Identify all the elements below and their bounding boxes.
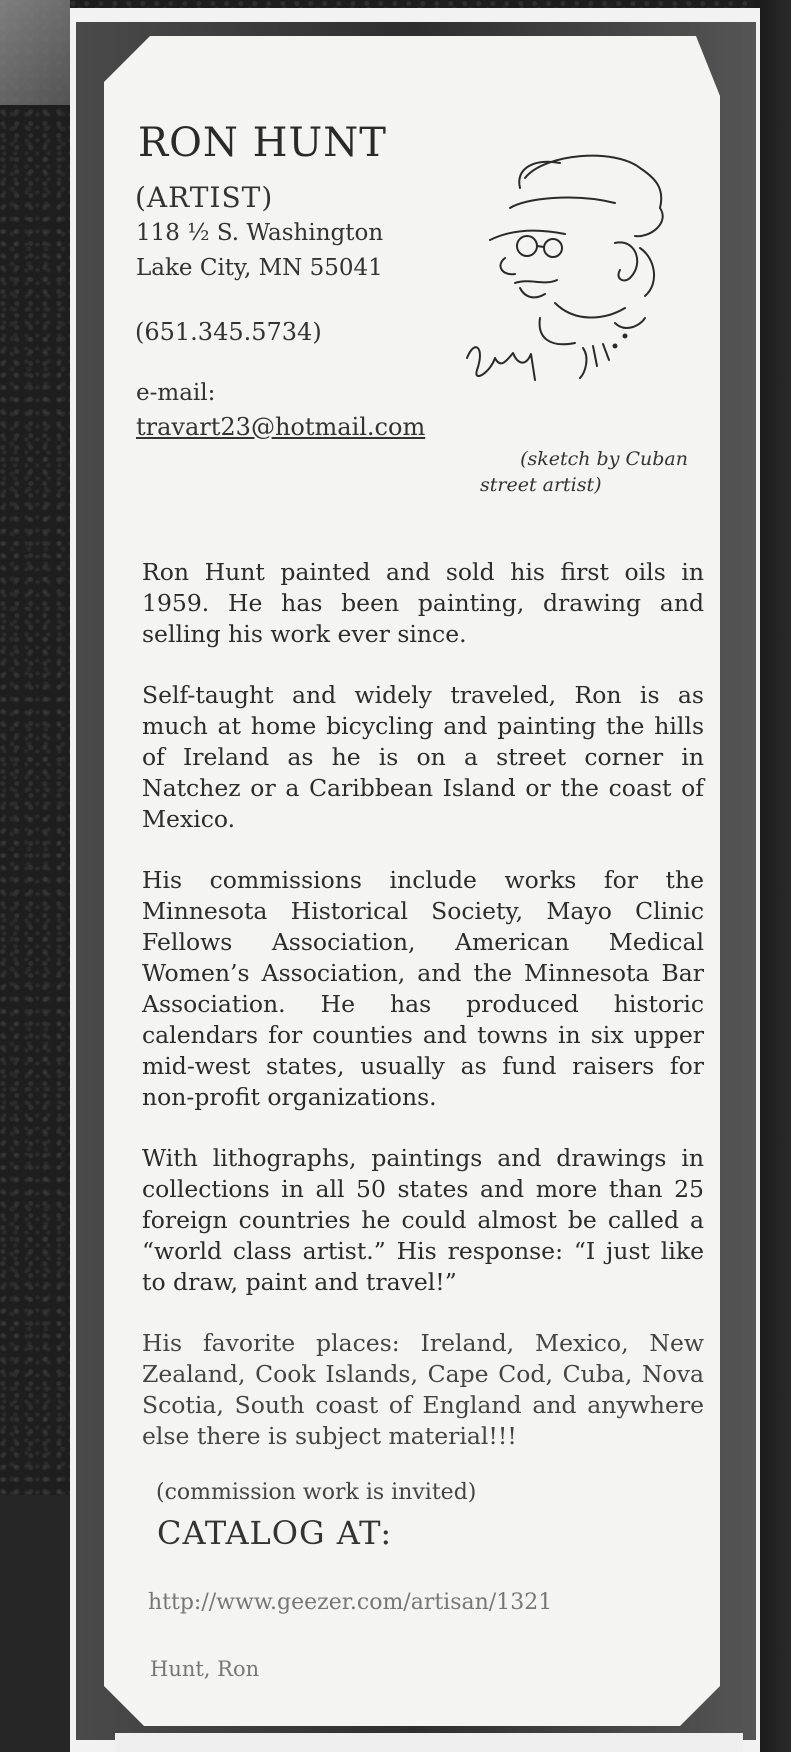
sketch-caption [480,446,710,498]
portrait-sketch-icon [465,148,715,408]
address-line-1: 118 ½ S. Washington [136,220,384,246]
bio-paragraph: With lithographs, paintings and drawings in collections in all 50 states and more than 25 foreign countries he could almost be called a “world class artist.” His response: “I just like to draw, paint and travel!” [142,1144,704,1296]
bio-paragraph: His commissions include works for the Minnesota Historical Society, Mayo Clinic Fellows Association, American Medical Women’s Association, and the Minnesota Bar Association. He has produced historic calendars for counties and towns in six upper mid-west states, usually as fund raisers for non-profit organizations. [142,866,704,1111]
sketch-caption-line-2: street artist) [480,474,602,496]
biography [142,557,704,1482]
name-tag: Hunt, Ron [150,1657,260,1681]
sketch-caption-line-1: (sketch by Cuban [520,448,688,470]
artist-name: RON HUNT [138,120,387,166]
card-bottom-strip [115,1733,743,1752]
bio-paragraph: Ron Hunt painted and sold his first oils in 1959. He has been painting, drawing and selling his work ever since. [142,558,704,648]
artist-role: (ARTIST) [135,181,274,214]
email-label: e-mail: [136,380,216,406]
background-edge [755,0,791,1752]
bio-paragraph: Self-taught and widely traveled, Ron is as much at home bicycling and painting the hills of Ireland as he is on a street corner in Natchez or a Caribbean Island or the coast of Mexico. [142,681,704,833]
bio-paragraph: His favorite places: Ireland, Mexico, New Zealand, Cook Islands, Cape Cod, Cuba, Nova Scotia, South coast of England and anywhere else there is subject material!!! [142,1329,704,1450]
commission-note: (commission work is invited) [156,1480,477,1505]
email-link[interactable]: travart23@hotmail.com [136,413,426,441]
catalog-link[interactable]: http://www.geezer.com/artisan/1321 [148,1590,553,1615]
address-line-2: Lake City, MN 55041 [136,255,383,281]
phone-number: (651.345.5734) [135,318,322,346]
catalog-heading: CATALOG AT: [157,1514,393,1552]
tape-corner [0,0,70,105]
